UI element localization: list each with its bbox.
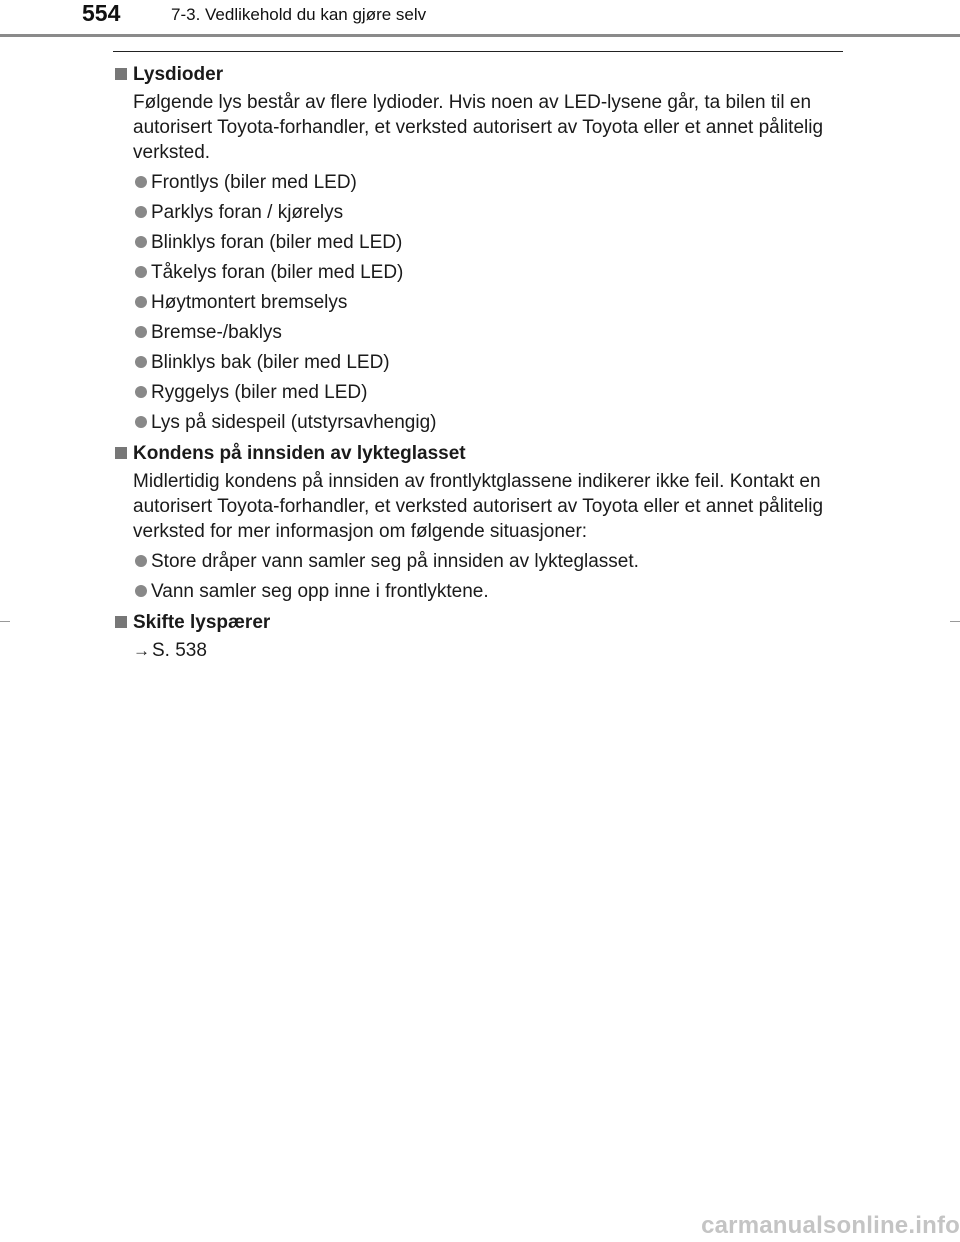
circle-bullet-icon xyxy=(135,236,147,248)
crop-mark-left xyxy=(0,621,10,622)
list-item-text: Lys på sidespeil (utstyrsavhengig) xyxy=(151,412,437,433)
list-item-text: Tåkelys foran (biler med LED) xyxy=(151,262,404,283)
section-heading-text: Skifte lyspærer xyxy=(133,612,271,633)
list-item-text: Store dråper vann samler seg på innsiden av lykteglasset. xyxy=(151,551,639,572)
page-content xyxy=(113,62,843,663)
section-heading-text: Kondens på innsiden av lykteglasset xyxy=(133,443,466,464)
page-header xyxy=(0,0,960,40)
list-item xyxy=(113,549,843,574)
list-item-text: Frontlys (biler med LED) xyxy=(151,172,357,193)
list-item xyxy=(113,290,843,315)
list-item xyxy=(113,410,843,435)
section-paragraph: Midlertidig kondens på innsiden av frontlyktglassene indikerer ikke feil. Kontakt en autorisert Toyota-forhandler, et verksted autorisert av Toyota eller et annet pålitelig verksted for mer informasjon om følgende situasjoner: xyxy=(133,471,824,542)
list-item-text: Vann samler seg opp inne i frontlyktene. xyxy=(151,581,489,602)
list-item xyxy=(113,200,843,225)
list-item xyxy=(113,380,843,405)
list-item xyxy=(113,230,843,255)
footer-watermark: carmanualsonline.info xyxy=(701,1212,960,1239)
list-item xyxy=(113,170,843,195)
circle-bullet-icon xyxy=(135,555,147,567)
square-bullet-icon xyxy=(115,616,127,628)
list-item-text: Høytmontert bremselys xyxy=(151,292,348,313)
circle-bullet-icon xyxy=(135,206,147,218)
section-heading xyxy=(113,441,843,466)
page-reference xyxy=(133,638,843,663)
section-paragraph: Følgende lys består av flere lydioder. Hvis noen av LED-lysene går, ta bilen til en autorisert Toyota-forhandler, et verksted autorisert av Toyota eller et annet pålitelig verksted. xyxy=(133,92,824,163)
section-heading xyxy=(113,62,843,87)
square-bullet-icon xyxy=(115,68,127,80)
page-number: 554 xyxy=(82,0,121,26)
circle-bullet-icon xyxy=(135,326,147,338)
list-item xyxy=(113,320,843,345)
section-heading xyxy=(113,610,843,635)
header-divider xyxy=(0,34,960,37)
list-item-text: Parklys foran / kjørelys xyxy=(151,202,344,223)
circle-bullet-icon xyxy=(135,266,147,278)
list-item xyxy=(113,350,843,375)
list-item-text: Blinklys bak (biler med LED) xyxy=(151,352,390,373)
crop-mark-right xyxy=(950,621,960,622)
circle-bullet-icon xyxy=(135,585,147,597)
content-divider xyxy=(113,51,843,52)
circle-bullet-icon xyxy=(135,176,147,188)
chapter-title: 7-3. Vedlikehold du kan gjøre selv xyxy=(171,5,427,24)
list-item-text: Bremse-/baklys xyxy=(151,322,282,343)
page-reference-text: S. 538 xyxy=(152,640,207,661)
list-item-text: Ryggelys (biler med LED) xyxy=(151,382,368,403)
circle-bullet-icon xyxy=(135,296,147,308)
circle-bullet-icon xyxy=(135,356,147,368)
arrow-right-icon: → xyxy=(133,641,150,660)
circle-bullet-icon xyxy=(135,416,147,428)
circle-bullet-icon xyxy=(135,386,147,398)
square-bullet-icon xyxy=(115,447,127,459)
list-item xyxy=(113,260,843,285)
section-heading-text: Lysdioder xyxy=(133,64,224,85)
list-item xyxy=(113,579,843,604)
list-item-text: Blinklys foran (biler med LED) xyxy=(151,232,403,253)
